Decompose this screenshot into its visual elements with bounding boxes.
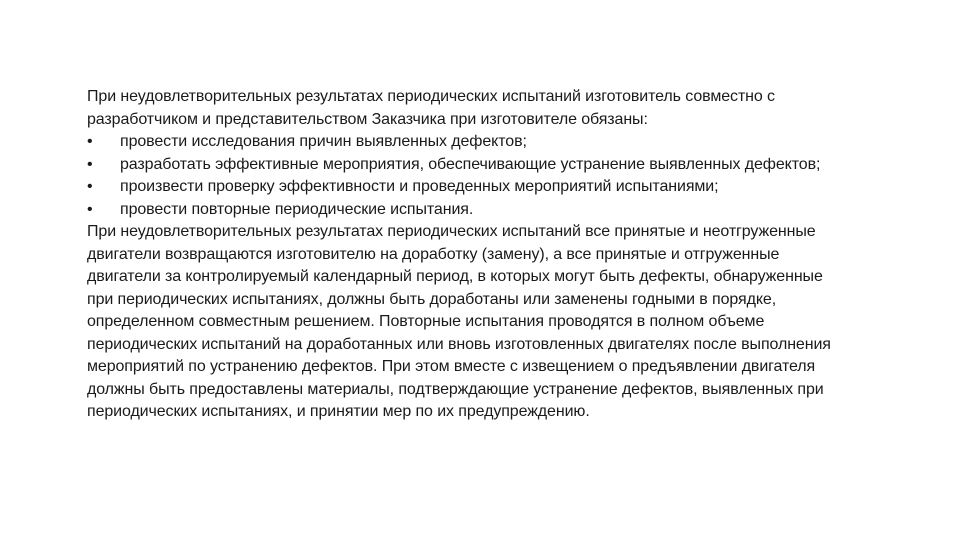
intro-line: разработчиком и представительством Заказчика при изготовителе обязаны:	[87, 110, 648, 128]
list-item	[87, 199, 937, 222]
intro-line: При неудовлетворительных результатах периодических испытаний изготовитель совместно с	[87, 88, 775, 105]
list-item	[87, 131, 937, 154]
body-line: определенном совместным решением. Повторные испытания проводятся в полном объеме	[87, 313, 765, 330]
bullet-text: провести исследования причин выявленных дефектов;	[120, 133, 527, 150]
text-block	[87, 86, 937, 424]
body-line: двигатели возвращаются изготовителю на доработку (замену), а все принятые и отгруженные	[87, 245, 780, 263]
bullet-marker: •	[87, 200, 93, 218]
body-line: при периодических испытаниях, должны быть доработаны или заменены годными в порядке,	[87, 290, 777, 308]
bullet-marker: •	[87, 155, 93, 173]
body-line: мероприятий по устранению дефектов. При этом вместе с извещением о предъявлении двигателя	[87, 358, 816, 375]
list-item	[87, 176, 937, 199]
bullet-text: разработать эффективные мероприятия, обеспечивающие устранение выявленных дефектов;	[120, 155, 821, 173]
body-line: периодических испытаниях, и принятии мер по их предупреждению.	[87, 403, 590, 420]
bullet-text: провести повторные периодические испытания.	[120, 200, 474, 218]
bullet-marker: •	[87, 178, 93, 195]
intro-paragraph	[87, 86, 937, 131]
body-line: При неудовлетворительных результатах периодических испытаний все принятые и неотгруженные	[87, 223, 816, 240]
bullet-list	[87, 131, 937, 221]
body-line: двигатели за контролируемый календарный период, в которых могут быть дефекты, обнаруженные	[87, 268, 823, 285]
bullet-marker: •	[87, 133, 93, 150]
bullet-text: произвести проверку эффективности и проведенных мероприятий испытаниями;	[120, 178, 719, 195]
list-item	[87, 154, 937, 177]
body-paragraph	[87, 221, 937, 424]
body-line: должны быть предоставлены материалы, подтверждающие устранение дефектов, выявленных при	[87, 380, 824, 398]
body-line: периодических испытаний на доработанных или вновь изготовленных двигателях после выполнения	[87, 335, 831, 353]
